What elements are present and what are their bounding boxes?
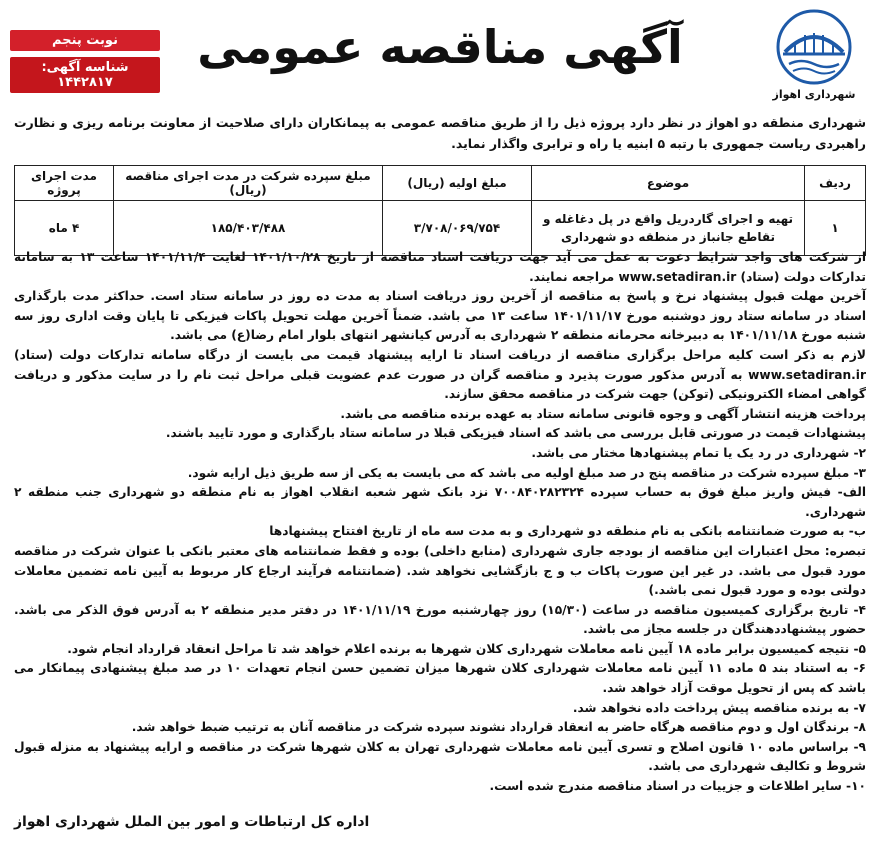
table-header-row [15, 166, 866, 201]
paragraph-item-7: ۷- به برنده مناقصه پیش پرداخت داده نخواهد شد. [572, 700, 866, 715]
conditions-body [14, 248, 866, 797]
badge-group [10, 30, 160, 99]
paragraph-item-3a: الف- فیش واریز مبلغ فوق به حساب سپرده ۷۰۰۸۴۰۲۸۲۳۲۴ نزد بانک شهر شعبه انقلاب اهواز به نام منطقه دو شهرداری جنب منطقه ۲ شهرداری. [14, 485, 866, 519]
paragraph-document-access: از شرکت های واجد شرایط دعوت به عمل می آید جهت دریافت اسناد مناقصه از تاریخ ۱۴۰۱/۱۰/۲۸ لغایت ۱۴۰۱/۱۱/۴ ساعت ۱۳ به سامانه تدارکات دولت (ستاد) www.setadiran.ir مراجعه نمایند. [14, 250, 867, 284]
cell-row-number: ۱ [805, 201, 866, 256]
paragraph-setad-registration: لازم به ذکر است کلیه مراحل برگزاری مناقصه از دریافت اسناد تا ارایه پیشنهاد قیمت می بایست از درگاه سامانه تدارکات دولت (ستاد) www.setadiran.ir به آدرس مذکور صورت پذیرد و مناقصه گران در صورت عدم عضویت قبلی مراحل ثبت نام را در سایت مذکور و دریافت گواهی امضاء الکترونیکی (توکن) جهت شرکت در مناقصه محقق سازند. [14, 347, 866, 402]
paragraph-item-8: ۸- برندگان اول و دوم مناقصه هرگاه حاضر به انعقاد قرارداد نشوند سپرده شرکت در مناقصه آنان به ترتیب ضبط خواهد شد. [131, 720, 866, 735]
round-badge: نوبت پنجم [10, 30, 160, 51]
cell-subject: تهیه و اجرای گاردریل واقع در پل دغاغله و تقاطع جانباز در منطقه دو شهرداری [532, 201, 805, 256]
ad-id-badge: شناسه آگهی: ۱۴۴۲۸۱۷ [10, 57, 160, 93]
footer-signature: اداره کل ارتباطات و امور بین الملل شهرداری اهواز [14, 814, 370, 830]
col-header-row-number: ردیف [805, 166, 866, 201]
col-header-duration: مدت اجرای پروژه [15, 166, 114, 201]
cell-duration: ۴ ماه [15, 201, 114, 256]
intro-paragraph: شهرداری منطقه دو اهواز در نظر دارد پروژه ذیل را از طریق مناقصه عمومی به پیمانکاران دارای صلاحیت از معاونت برنامه ریزی و نظارت راهبردی ریاست جمهوری با رتبه ۵ ابنیه یا راه و ترابری واگذار نماید. [14, 115, 866, 151]
paragraph-price-offers: پیشنهادات قیمت در صورتی قابل بررسی می باشد که اسناد فیزیکی قبلا در سامانه ستاد بارگذاری و مورد تایید باشند. [165, 426, 866, 441]
ahvaz-bridge-emblem-icon [775, 8, 853, 86]
paragraph-note: تبصره: محل اعتبارات این مناقصه از بودجه جاری شهرداری (منابع داخلی) بوده و فقط ضمانتنامه های معتبر بانکی با عنوان شرکت در مناقصه مورد قبول می باشد. در غیر این صورت پاکات ب و ج بازگشایی نخواهد شد. (ضمانتنامه فرآیند ارجاع کار مربوط به آیین نامه تضمین معاملات دولتی بوده و مورد قبول نمی باشد.) [14, 543, 866, 598]
cell-deposit: ۱۸۵/۴۰۳/۴۸۸ [114, 201, 383, 256]
paragraph-publication-cost: پرداخت هزینه انتشار آگهی و وجوه قانونی سامانه ستاد به عهده برنده مناقصه می باشد. [340, 406, 866, 421]
col-header-initial-amount: مبلغ اولیه (ریال) [383, 166, 532, 201]
paragraph-item-9: ۹- براساس ماده ۱۰ قانون اصلاح و تسری آیین نامه معاملات شهرداری تهران به کلان شهرها شرکت در مناقصه و ارایه پیشنهاد به منزله قبول شروط و تکالیف شهرداری می باشد. [14, 739, 866, 774]
tender-table [14, 165, 866, 256]
cell-initial-amount: ۳/۷۰۸/۰۶۹/۷۵۴ [383, 201, 532, 256]
paragraph-item-6: ۶- به استناد بند ۵ ماده ۱۱ آیین نامه معاملات شهرداری کلان شهرها میزان تضمین حسن انجام تعهدات ۱۰ در صد مبلغ پیشنهادی پیمانکار می باشد که پس از تحویل موقت آزاد خواهد شد. [14, 661, 866, 696]
col-header-subject: موضوع [532, 166, 805, 201]
paragraph-item-4: ۴- تاریخ برگزاری کمیسیون مناقصه در ساعت (۱۵/۳۰) روز چهارشنبه مورخ ۱۴۰۱/۱۱/۱۹ در دفتر مدیر منطقه ۲ به آدرس فوق الذکر می باشد. حضور پیشنهاددهندگان در جلسه مجاز می باشد. [14, 602, 866, 637]
paragraph-deadlines: آخرین مهلت قبول پیشنهاد نرخ و پاسخ به مناقصه از آخرین روز دریافت اسناد به مدت ده روز در سامانه ستاد است. حداکثر مدت بارگذاری اسناد در سامانه ستاد روز دوشنبه مورخ ۱۴۰۱/۱۱/۱۷ ساعت ۱۳ می باشد. ضمناً آخرین مهلت تحویل پاکات فیزیکی تا پایان وقت اداری روز سه شنبه مورخ ۱۴۰۱/۱۱/۱۸ به دبیرخانه محرمانه منطقه ۲ شهرداری به آدرس کیانشهر انتهای بلوار امام رضا(ع) می باشد. [14, 289, 866, 343]
paragraph-item-10: ۱۰- سایر اطلاعات و جزییات در اسناد مناقصه مندرج شده است. [489, 779, 866, 794]
col-header-deposit: مبلغ سپرده شرکت در مدت اجرای مناقصه (ریال) [114, 166, 383, 201]
paragraph-item-2: ۲- شهرداری در رد یک یا تمام پیشنهادها مختار می باشد. [531, 445, 866, 460]
page-title: آگهی مناقصه عمومی [197, 20, 683, 74]
paragraph-item-3: ۳- مبلغ سپرده شرکت در مناقصه پنج در صد مبلغ اولیه می باشد که می بایست به یکی از سه طریق ذیل ارایه شود. [187, 465, 866, 480]
logo-caption: شهرداری اهواز [772, 88, 856, 101]
municipality-logo [762, 8, 866, 104]
paragraph-item-3b: ب- به صورت ضمانتنامه بانکی به نام منطقه دو شهرداری و به مدت سه ماه از تاریخ افتتاح پیشنهادها [269, 524, 866, 539]
paragraph-item-5: ۵- نتیجه کمیسیون برابر ماده ۱۸ آیین نامه معاملات شهرداری کلان شهرها به برنده اعلام خواهد شد تا مراحل انعقاد قرارداد انجام شود. [67, 641, 866, 656]
